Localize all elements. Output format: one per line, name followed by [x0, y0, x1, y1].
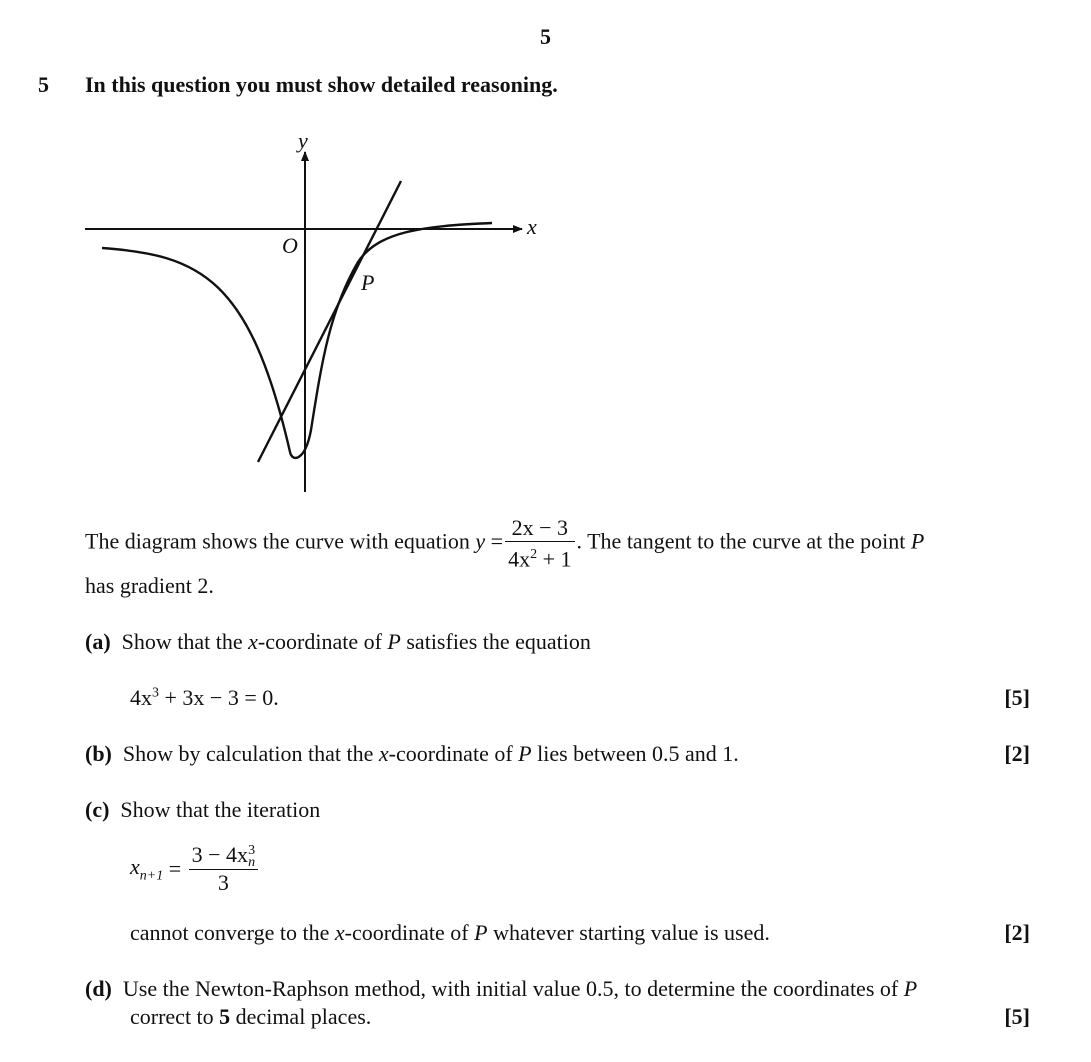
part-c-text	[85, 797, 320, 823]
intro-den-exp: 2	[530, 547, 538, 562]
part-c-x: x	[334, 920, 345, 945]
question-number: 5	[38, 72, 49, 97]
part-b-text-3: lies between 0.5 and 1.	[537, 741, 739, 766]
intro-frac-numerator: 2x − 3	[505, 515, 574, 542]
question-instruction: In this question you must show detailed reasoning.	[85, 72, 558, 97]
part-d-marks: [5]	[1004, 1004, 1030, 1029]
part-c-text-4: whatever starting value is used.	[493, 920, 770, 945]
part-d-text-3: decimal places.	[235, 1004, 372, 1029]
part-a-text-2: -coordinate of	[257, 629, 382, 654]
intro-eq-y: y	[475, 528, 486, 554]
part-c-iteration	[130, 842, 260, 896]
part-c-text-2: cannot converge to the	[130, 920, 330, 945]
part-a-label: (a)	[85, 629, 111, 654]
y-axis-label: y	[298, 128, 308, 153]
iteration-equals: =	[168, 855, 182, 881]
part-a-eq-b: + 3x − 3 = 0.	[159, 685, 279, 710]
part-d-text-2: correct to	[130, 1004, 214, 1029]
intro-den-a: 4x	[508, 546, 531, 572]
intro-eq-equals: =	[490, 528, 504, 554]
iteration-num-sub: n	[248, 854, 256, 870]
part-a-p: P	[387, 629, 401, 654]
curve-path	[102, 223, 492, 458]
x-axis-label: x	[527, 214, 537, 239]
part-b-p: P	[518, 741, 532, 766]
intro-point-p: P	[910, 528, 925, 554]
point-p-label: P	[361, 270, 375, 295]
part-a-x: x	[248, 629, 258, 654]
part-a-marks: [5]	[1004, 685, 1030, 710]
part-d-text-line-2	[130, 1004, 371, 1030]
part-a-text-1: Show that the	[121, 629, 243, 654]
part-b-marks: [2]	[1004, 741, 1030, 766]
part-c-marks: [2]	[1004, 920, 1030, 945]
part-d-label: (d)	[85, 976, 112, 1001]
part-b-text	[85, 741, 739, 767]
part-c-text-3: -coordinate of	[344, 920, 469, 945]
part-c-p: P	[474, 920, 488, 945]
iteration-num-a: 3 − 4x	[191, 842, 249, 867]
part-a-eq-exp: 3	[152, 685, 159, 701]
intro-line-2: has gradient 2.	[85, 573, 214, 598]
iteration-numerator	[189, 842, 258, 870]
part-c-label: (c)	[85, 797, 110, 822]
curve-diagram	[0, 0, 1091, 500]
part-a-text-3: satisfies the equation	[406, 629, 591, 654]
part-c-text-line-2	[130, 920, 770, 946]
part-b-label: (b)	[85, 741, 112, 766]
iteration-fraction	[189, 842, 258, 896]
part-b-x: x	[378, 741, 389, 766]
iteration-num-sup: 3	[248, 842, 256, 858]
part-d-p: P	[903, 976, 918, 1001]
page-number: 5	[540, 24, 551, 49]
intro-frac-denominator	[505, 542, 574, 572]
part-d-text-1: Use the Newton-Raphson method, with initial value 0.5, to determine the coordinates of	[122, 976, 899, 1001]
part-a-text	[85, 629, 591, 655]
part-c-text-1: Show that the iteration	[120, 797, 321, 822]
iteration-lhs-x: x	[130, 853, 140, 879]
intro-text-2: . The tangent to the curve at the point	[576, 528, 906, 554]
intro-den-b: + 1	[537, 546, 572, 572]
iteration-lhs-sub: n+1	[139, 868, 164, 884]
intro-fraction	[505, 515, 574, 572]
part-b-text-1: Show by calculation that the	[122, 741, 374, 766]
origin-label: O	[282, 233, 298, 258]
iteration-lhs	[130, 854, 163, 884]
iteration-denominator: 3	[217, 869, 229, 895]
intro-line-1	[85, 515, 924, 572]
tangent-line	[258, 181, 401, 462]
part-a-eq-a: 4x	[130, 685, 152, 710]
part-d-text	[85, 976, 917, 1002]
part-b-text-2: -coordinate of	[388, 741, 513, 766]
part-a-equation	[130, 685, 279, 711]
iteration-num-script	[248, 842, 256, 870]
intro-text-1: The diagram shows the curve with equation	[85, 528, 470, 554]
part-d-bold-5: 5	[219, 1004, 231, 1029]
